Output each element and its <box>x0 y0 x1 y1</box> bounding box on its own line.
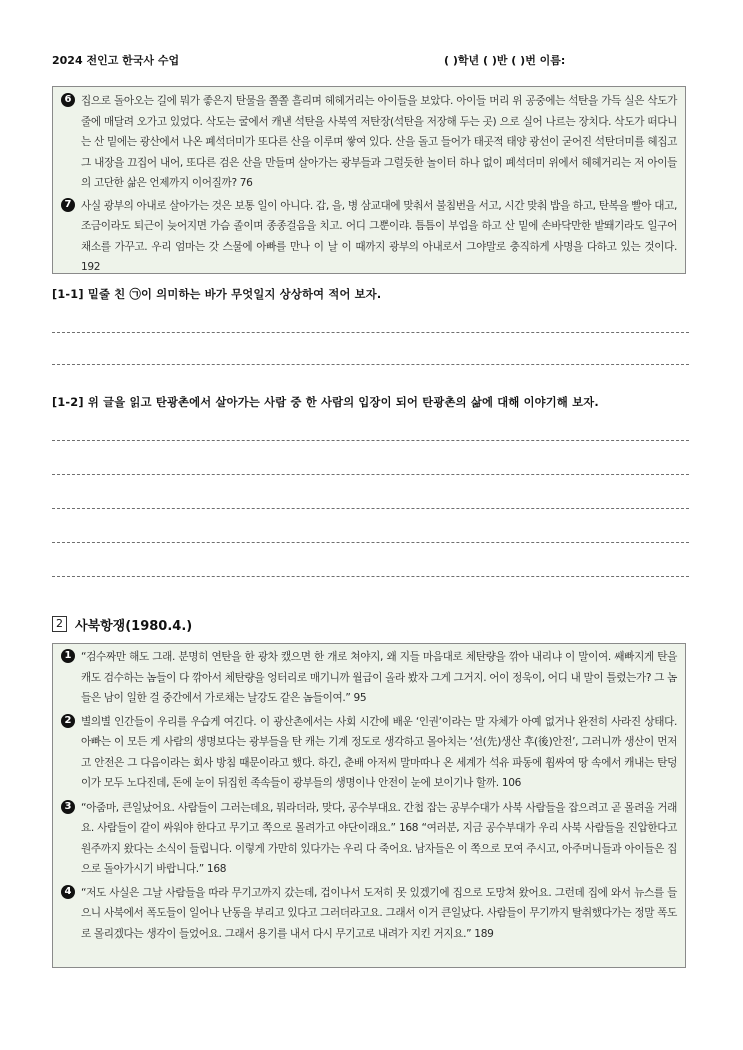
passage-paragraph <box>61 798 677 880</box>
answer-line[interactable] <box>52 364 689 365</box>
paragraph-number: 4 <box>61 885 75 899</box>
section-title: 사북항쟁(1980.4.) <box>75 618 193 634</box>
section-heading <box>52 615 192 633</box>
student-info-line: ( )학년 ( )반 ( )번 이름: <box>444 54 566 67</box>
passage-paragraph <box>61 712 677 794</box>
passage-paragraph <box>61 91 677 194</box>
question-1-2: [1-2] 위 글을 읽고 탄광촌에서 살아가는 사람 중 한 사람의 입장이 되어 탄광촌의 삶에 대해 이야기해 보자. <box>52 396 599 409</box>
course-title: 2024 전인고 한국사 수업 <box>52 54 180 67</box>
paragraph-number: 3 <box>61 800 75 814</box>
paragraph-text: “아줌마, 큰일났어요. 사람들이 그러는데요, 뭐라더라, 맞다, 공수부대요. 간첩 잡는 공부수대가 사북 사람들을 잡으려고 곧 몰려올 거래요. 사람들이 같이 싸워야 한다고 무기고 쪽으로 몰려가고 야단이래요.” 168 “여러분, 지금 공수부대가 우리 사북 사람들을 진압한다고 원주까지 왔다는 소식이 들립니다. 이렇게 가만히 있다가는 우리 다 죽어요. 남자들은 이 쪽으로 모여 주시고, 아주머니들과 아이들은 집으로 돌아가시기 바랍니다.” 168 <box>81 801 677 875</box>
paragraph-number: 7 <box>61 198 75 212</box>
passage-paragraph <box>61 883 677 945</box>
passage-paragraph <box>61 196 677 278</box>
section-number: 2 <box>52 616 67 632</box>
paragraph-number: 6 <box>61 93 75 107</box>
paragraph-text: 별의별 인간들이 우리를 우습게 여긴다. 이 광산촌에서는 사회 시간에 배운 ‘인권’이라는 말 자체가 아예 없거나 완전히 사라진 상태다. 아빠는 이 모든 게 사람의 생명보다는 광부들을 탄 캐는 기계 정도로 생각하고 몰아치는 ‘선(先)생산 후(後)안전’, 그러니까 생산이 먼저고 안전은 그 다음이라는 회사 방침 때문이라고 했다. 하긴, 춘배 아저씨 말마따나 온 세계가 석유 파동에 휩싸여 땅 속에서 캐내는 탄덩이가 모두 노다진데, 돈에 눈이 뒤집힌 족속들이 광부들의 생명이나 안전이 눈에 보이기나 할까. 106 <box>81 715 677 789</box>
answer-line[interactable] <box>52 542 689 543</box>
passage-paragraph <box>61 647 677 709</box>
paragraph-number: 2 <box>61 714 75 728</box>
answer-line[interactable] <box>52 332 689 333</box>
answer-line[interactable] <box>52 508 689 509</box>
reading-passage-box-2 <box>52 643 686 968</box>
paragraph-number: 1 <box>61 649 75 663</box>
paragraph-text: “검수짜만 해도 그래. 분명히 연탄을 한 광차 캤으면 한 개로 쳐야지, 왜 지들 마음대로 체탄량을 깎아 내리냐 이 말이여. 쌔빠지게 탄을 캐도 검수하는 놈들이 다 깎아서 체탄량을 엉터리로 매기니까 월급이 올라 봤자 그게 그거지. 어이 정욱이, 어디 내 말이 틀렸는가? 그 놈들은 남이 일한 걸 중간에서 가로채는 날강도 같은 놈들이여.” 95 <box>81 651 677 704</box>
question-1-1: [1-1] 밑줄 친 ㉠이 의미하는 바가 무엇일지 상상하여 적어 보자. <box>52 288 382 301</box>
paragraph-text: 집으로 돌아오는 길에 뭐가 좋은지 탄물을 쫄쫄 흘리며 헤헤거리는 아이들을 보았다. 아이들 머리 위 공중에는 석탄을 가득 실은 삭도가 줄에 매달려 오가고 있었다. 삭도는 굴에서 캐낸 석탄을 사북역 저탄장(석탄을 저장해 두는 곳) 으로 실어 나르는 장치다. 삭도가 떠다니는 산 밑에는 광산에서 나온 폐석더미가 또다른 산을 이루며 쌓여 있다. 산을 돌고 들어가 태곳적 태양 광선이 굳어진 석탄더미를 헤집고 그 내장을 끄집어 내어, 또다른 검은 산을 만들며 살아가는 광부들과 그럴듯한 놀이터 하나 없이 폐석더미 위에서 헤헤거리는 저 아이들의 고단한 삶은 언제까지 이어질까? 76 <box>81 95 677 189</box>
answer-line[interactable] <box>52 440 689 441</box>
paragraph-text: 사실 광부의 아내로 살아가는 것은 보통 일이 아니다. 갑, 을, 병 삼교대에 맞춰서 불침번을 서고, 시간 맞춰 밥을 하고, 탄복을 빨아 대고, 조금이라도 퇴근이 늦어지면 가슴 졸이며 종종걸음을 치고. 어디 그뿐이랴. 틈틈이 부업을 하고 산 밑에 손바닥만한 밭뙈기라도 일구어 채소를 가꾸고. 우리 엄마는 갓 스물에 아빠를 만나 이 날 이 때까지 광부의 아내로서 그야말로 충직하게 사명을 다하고 있는 것이다. 192 <box>81 199 677 273</box>
answer-line[interactable] <box>52 474 689 475</box>
answer-line[interactable] <box>52 576 689 577</box>
reading-passage-box-1 <box>52 86 686 274</box>
paragraph-text: “저도 사실은 그날 사람들을 따라 무기고까지 갔는데, 겁이나서 도저히 못 있겠기에 집으로 도망쳐 왔어요. 그런데 집에 와서 뉴스를 들으니 사북에서 폭도들이 일어나 난동을 부리고 있다고 그러더라고요. 그래서 이거 큰일났다. 사람들이 무기까지 탈취했다가는 정말 폭도로 몰리겠다는 생각이 들었어요. 그래서 용기를 내서 다시 무기고로 내려가 지킨 거지요.” 189 <box>81 886 677 940</box>
worksheet-header <box>52 52 692 68</box>
